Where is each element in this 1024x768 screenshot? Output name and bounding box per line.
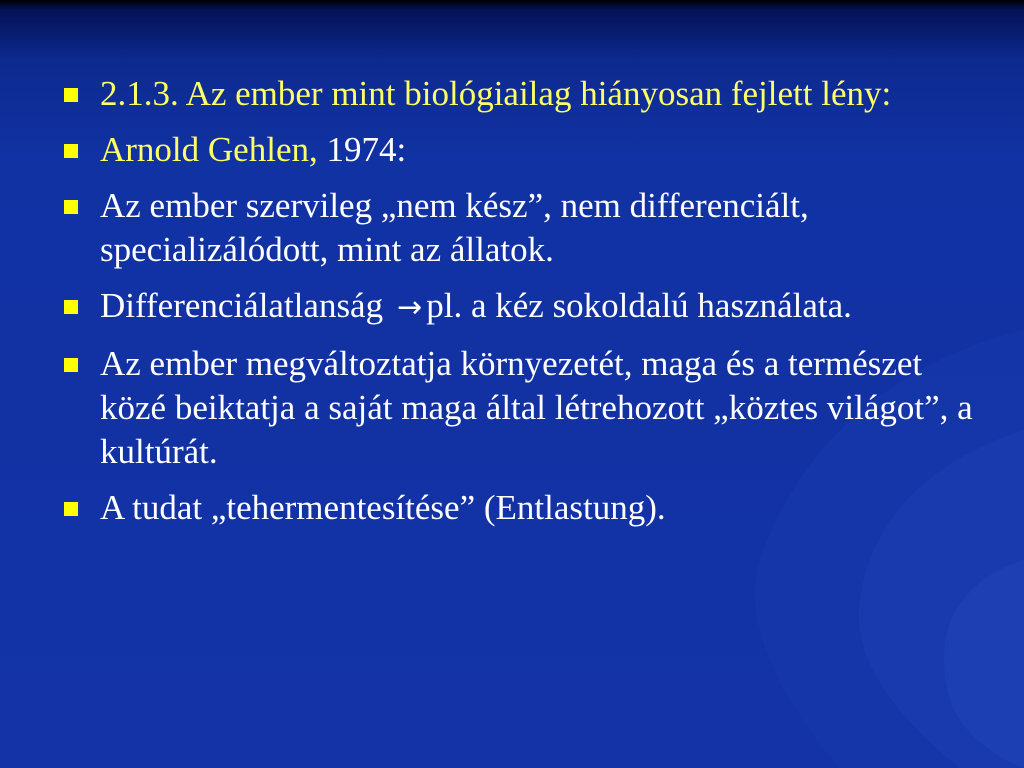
swirl-shape-small [944, 560, 1024, 768]
bullet-text: Az ember szervileg „nem kész”, nem differenciált, specializálódott, mint az állatok. [100, 186, 809, 269]
square-bullet-icon [64, 144, 78, 158]
square-bullet-icon [64, 502, 78, 516]
bullet-item-relief [62, 486, 982, 530]
heading-text: 2.1.3. Az ember mint biológiailag hiányosan fejlett lény: [100, 74, 892, 113]
bullet-text: A tudat „tehermentesítése” (Entlastung). [100, 488, 666, 527]
bullet-item-organs [62, 184, 982, 272]
square-bullet-icon [64, 300, 78, 314]
square-bullet-icon [64, 88, 78, 102]
right-arrow-icon: → [397, 290, 423, 325]
bullet-text-before-arrow: Differenciálatlanság [100, 286, 384, 325]
author-year: 1974: [317, 130, 407, 169]
square-bullet-icon [64, 358, 78, 372]
author-name: Arnold Gehlen, [100, 130, 318, 169]
bullet-item-undifferentiated [62, 284, 982, 330]
bullet-text-after-arrow: pl. a kéz sokoldalú használata. [426, 286, 852, 325]
bullet-text: Az ember megváltoztatja környezetét, maga és a természet közé beiktatja a saját maga által létrehozott „köztes világot”, a kultúrát. [100, 344, 973, 471]
bullet-item-environment [62, 342, 982, 474]
bullet-item-heading [62, 72, 982, 116]
bullet-item-author [62, 128, 982, 172]
square-bullet-icon [64, 200, 78, 214]
bullet-list [62, 72, 982, 542]
